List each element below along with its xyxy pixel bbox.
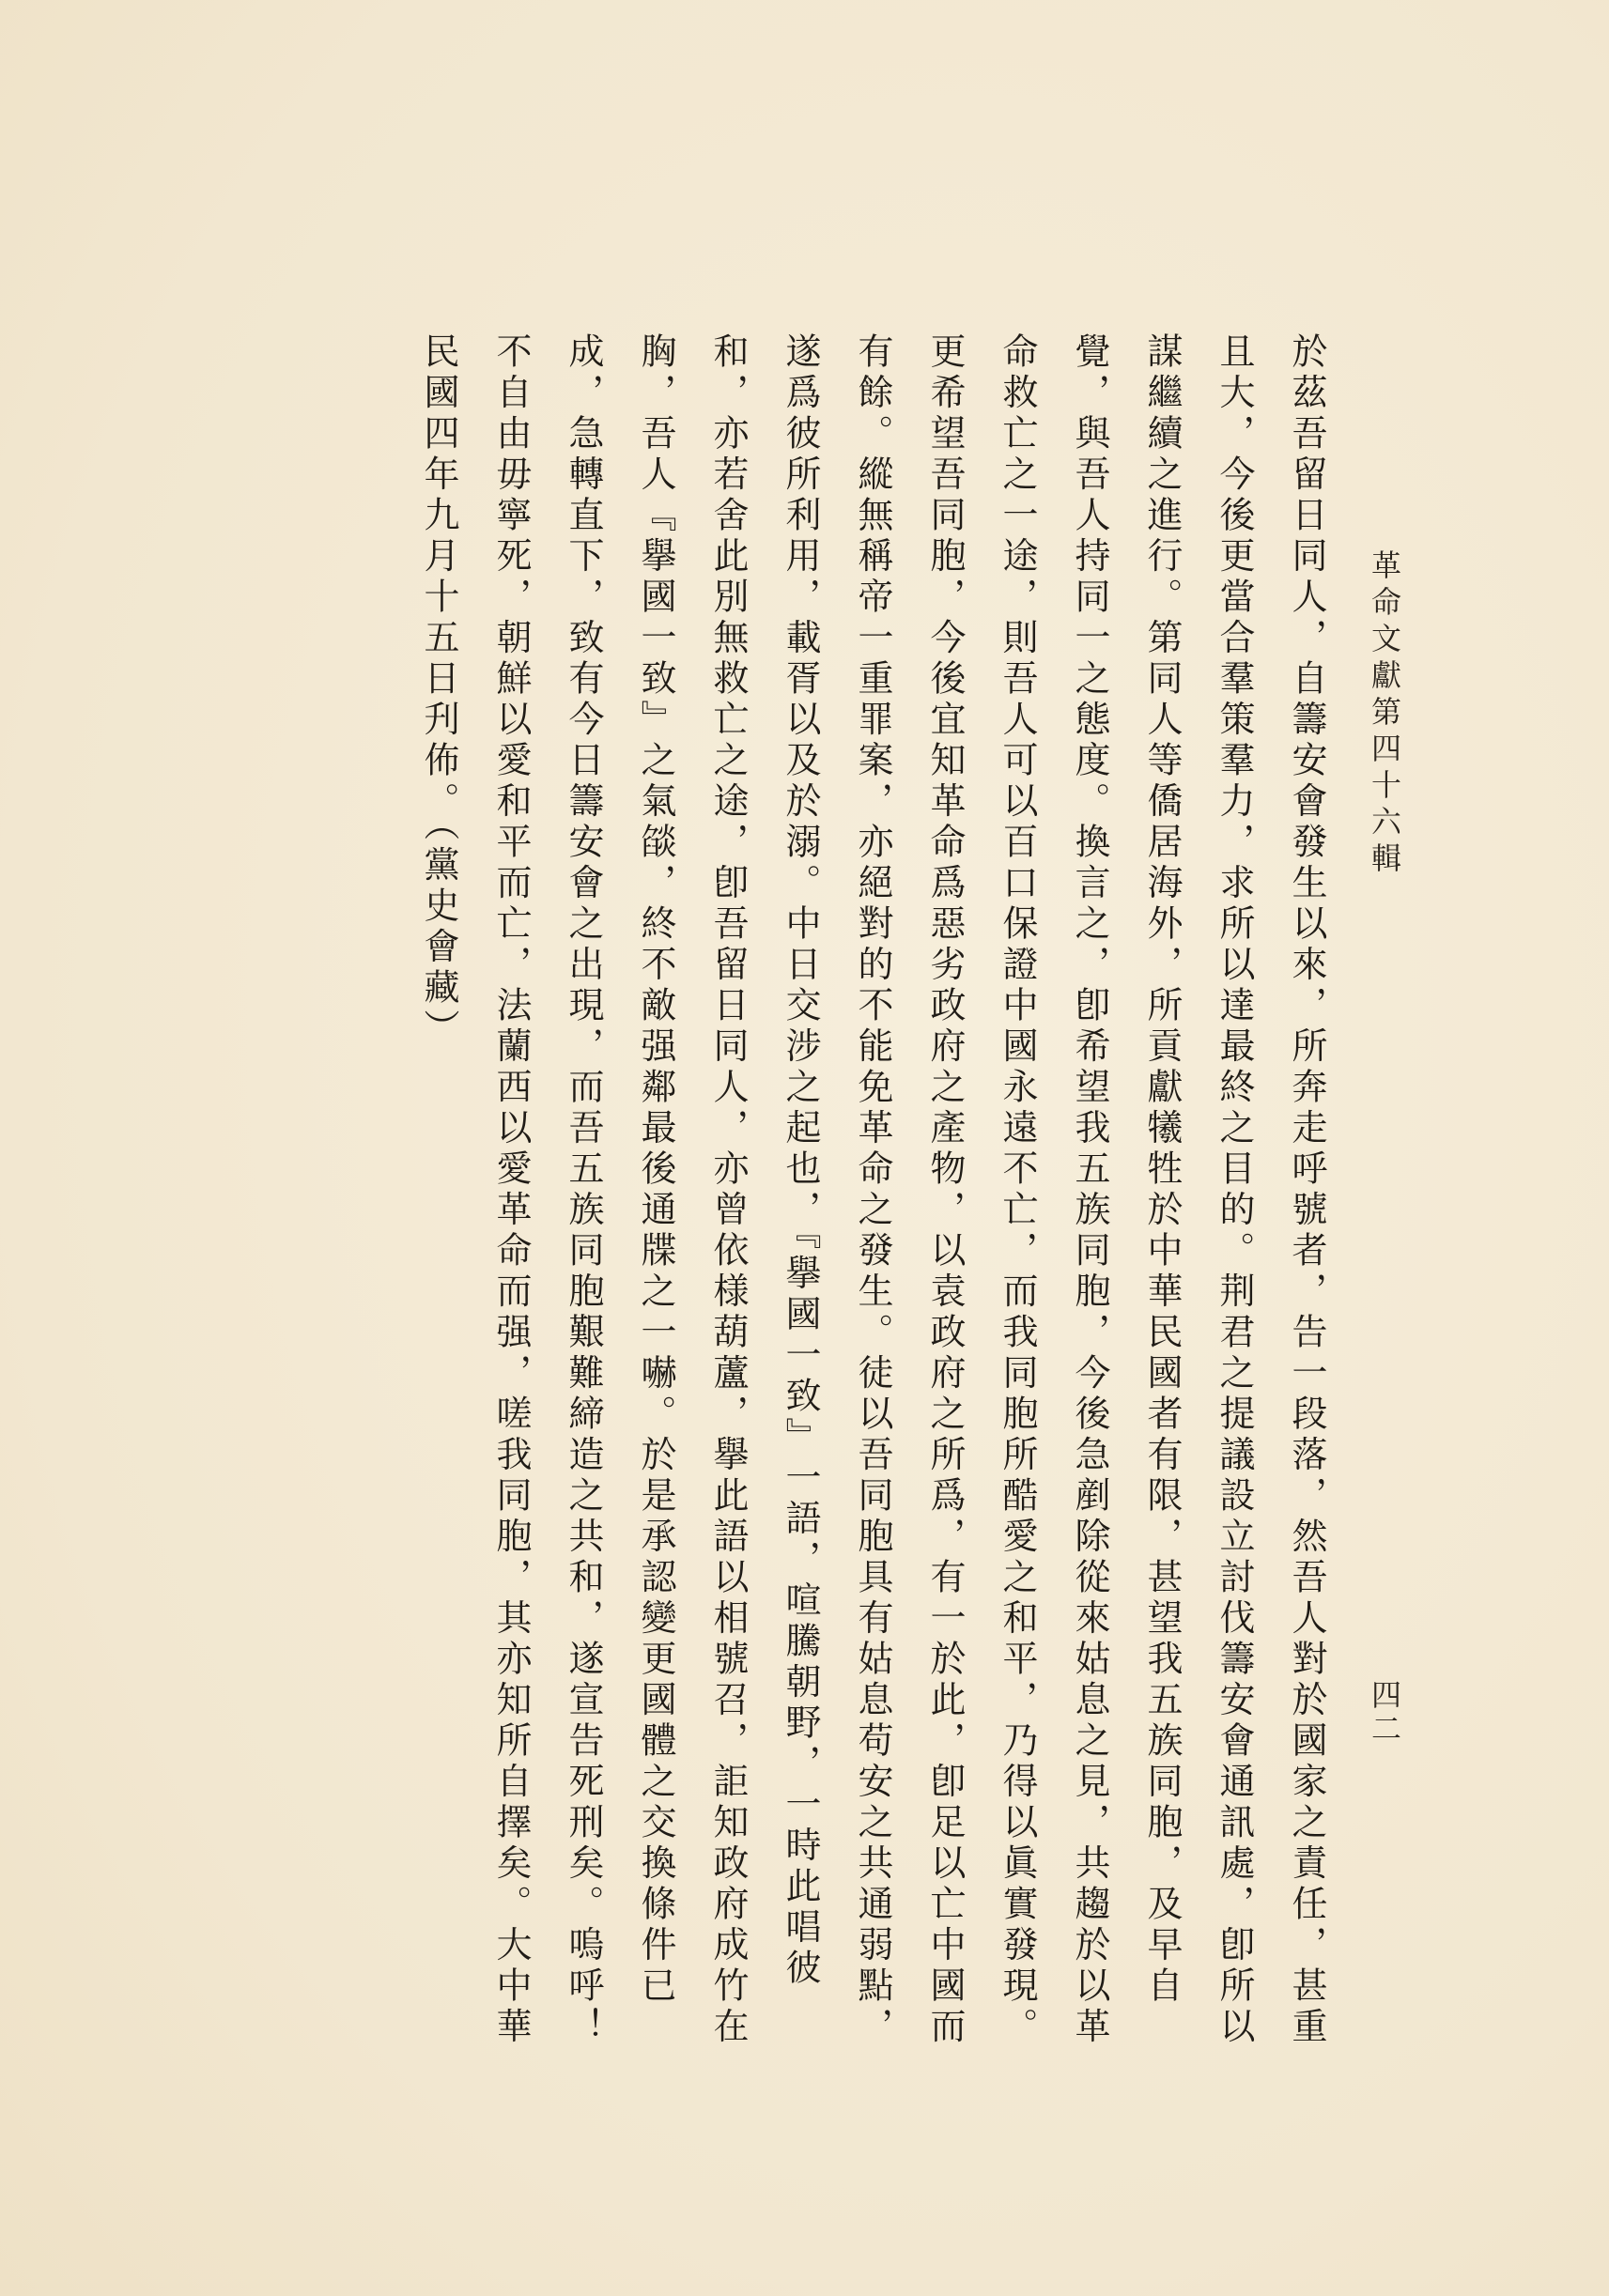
text-column: 覺，與吾人持同一之態度。換言之，卽希望我五族同胞，今後急剷除從來姑息之見，共趨於以革 [1069, 332, 1110, 2048]
text-column: 遂爲彼所利用，載胥以及於溺。中日交涉之起也，『擧國一致』一語，喧騰朝野，一時此唱彼 [780, 332, 821, 1990]
text-column: 於茲吾留日同人，自籌安會發生以來，所奔走呼號者，告一段落，然吾人對於國家之責任，甚重 [1286, 332, 1327, 2048]
running-header-title: 革命文獻第四十六輯 [1367, 549, 1402, 879]
text-column: 更希望吾同胞，今後宜知革命爲惡劣政府之產物，以袁政府之所爲，有一於此，卽足以亡中國而 [924, 332, 966, 2048]
text-column: 不自由毋寧死，朝鮮以愛和平而亡，法蘭西以愛革命而强，嗟我同胞，其亦知所自擇矣。大中華 [490, 332, 532, 2048]
text-column: 胸，吾人『擧國一致』之氣燄，終不敵强鄰最後通牒之一嚇。於是承認變更國體之交換條件已 [635, 332, 676, 2008]
text-column-closing: 民國四年九月十五日刋佈。（黨史會藏） [418, 332, 459, 1050]
page-number: 四二 [1367, 1679, 1402, 1747]
text-column: 有餘。縱無稱帝一重罪案，亦絕對的不能免革命之發生。徒以吾同胞具有姑息苟安之共通弱點， [852, 332, 893, 2048]
text-column: 和，亦若舍此別無救亡之途，卽吾留日同人，亦曾依様葫蘆，擧此語以相號召，詎知政府成竹在 [707, 332, 749, 2048]
text-column: 命救亡之一途，則吾人可以百口保證中國永遠不亡，而我同胞所酷愛之和平，乃得以眞實發現。 [997, 332, 1038, 2048]
text-column: 且大，今後更當合羣策羣力，求所以達最終之目的。荆君之提議設立討伐籌安會通訊處，卽所以 [1214, 332, 1255, 2048]
text-column: 謀繼續之進行。第同人等僑居海外，所貢獻犧牲於中華民國者有限，甚望我五族同胞，及早自 [1141, 332, 1183, 2008]
text-column: 成，急轉直下，致有今日籌安會之出現，而吾五族同胞艱難締造之共和，遂宣告死刑矣。嗚呼！ [563, 332, 604, 2048]
